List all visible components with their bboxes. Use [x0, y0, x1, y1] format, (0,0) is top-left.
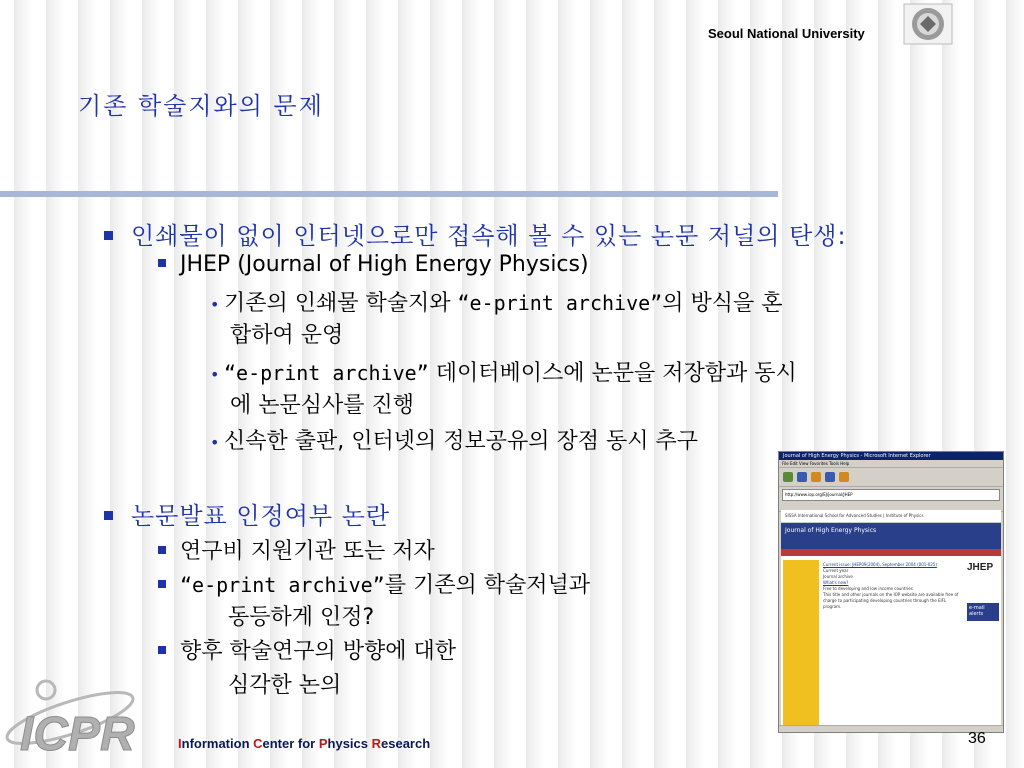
bullet-marker [158, 546, 166, 554]
footer-word: nformation [181, 736, 254, 751]
bullet-1-1 [158, 252, 589, 277]
page-title: 기존 학술지와의 문제 [78, 92, 324, 120]
jhep-website-screenshot [778, 451, 1004, 733]
title-divider [0, 191, 778, 197]
icpr-logo-text: ICPR [20, 708, 135, 760]
site-sidebar [783, 560, 819, 726]
bullet-1-1-b [210, 356, 797, 387]
bullet-marker [158, 646, 166, 654]
bullet-2-1-text: 연구비 지원기관 또는 저자 [180, 539, 435, 564]
jhep-logo: JHEP [967, 562, 994, 573]
bullet-1-1-a [210, 286, 782, 317]
forward-icon [797, 472, 807, 482]
bullet-2-2 [158, 568, 590, 599]
bullet-2-3 [158, 634, 456, 665]
bullet-2-1 [158, 534, 435, 565]
footer-initial: I [178, 736, 182, 751]
bullet-1-1-text: JHEP (Journal of High Energy Physics) [180, 252, 589, 277]
dot-marker: • [210, 433, 220, 452]
bullet-2 [104, 496, 390, 531]
bullet-1-text: 인쇄물이 없이 인터넷으로만 접속해 볼 수 있는 논문 저널의 탄생: [131, 222, 847, 250]
bullet-1-1-b-continued: 에 논문심사를 진행 [230, 393, 415, 418]
bullet-2-2-continued: 동등하게 인정? [228, 605, 375, 630]
browser-toolbar [779, 468, 1003, 487]
university-emblem-icon [902, 2, 954, 46]
site-nav-bar [781, 549, 1001, 556]
favorites-icon [839, 472, 849, 482]
search-icon [825, 472, 835, 482]
main-line: Current year [823, 568, 849, 573]
footer-initial: C [253, 736, 263, 751]
back-icon [783, 472, 793, 482]
journal-banner: Journal of High Energy Physics [781, 523, 1001, 549]
icpr-logo-icon [0, 676, 180, 760]
browser-menu-bar: File Edit View Favorites Tools Help [779, 460, 1003, 468]
email-alerts-box: e-mail alerts [967, 603, 999, 621]
site-main-content [823, 562, 965, 726]
footer-word: hysics [327, 736, 372, 751]
bullet-text: 신속한 출판, 인터넷의 정보공유의 장점 동시 추구 [224, 429, 698, 454]
bullet-2-3-continued: 심각한 논의 [228, 673, 342, 698]
footer-word: esearch [381, 736, 431, 751]
bullet-text-mono: “e-print archive” [457, 291, 663, 315]
bullet-marker [158, 259, 166, 267]
browser-page [781, 510, 1001, 726]
bullet-1-1-a-continued: 합하여 운영 [230, 323, 344, 348]
page-number: 36 [968, 730, 986, 747]
bullet-text-mono: “e-print archive” [180, 573, 385, 597]
bullet-marker [104, 511, 113, 520]
bullet-2-text: 논문발표 인정여부 논란 [131, 502, 391, 530]
bullet-text: 데이터베이스에 논문을 저장함과 동시 [428, 361, 797, 386]
footer-word: enter for [262, 736, 319, 751]
bullet-1 [104, 216, 847, 251]
bullet-text-mono: “e-print archive” [224, 361, 429, 385]
browser-title-bar: Journal of High Energy Physics - Microsoft Internet Explorer [779, 452, 1003, 460]
main-line: Current issue: JHEP09(2004), September 2004 (001-025) [823, 562, 937, 567]
site-right-column [967, 562, 999, 726]
footer-org-name [178, 736, 430, 751]
bullet-marker [158, 580, 166, 588]
bullet-text: 의 방식을 혼 [662, 291, 783, 316]
footer-initial: R [371, 736, 382, 751]
site-header: SISSA International School for Advanced Studies | Institute of Physics [781, 510, 1001, 523]
main-line: Journal archive [823, 574, 853, 579]
footer-initial: P [318, 736, 328, 751]
main-line: Free to developing and low income countries [823, 586, 913, 591]
browser-address-bar: http://www.iop.org/EJ/journal/JHEP [782, 489, 1000, 501]
bullet-2-2-text: 를 기존의 학술저널과 [384, 573, 590, 598]
bullet-text: 기존의 인쇄물 학술지와 [224, 291, 458, 316]
bullet-2-3-text: 향후 학술연구의 방향에 대한 [180, 639, 457, 664]
home-icon [811, 472, 821, 482]
main-line: This title and other journals on the IOP website are available free of charge to participating developing countries through the EIFL program. [823, 592, 959, 609]
bullet-1-1-c [210, 424, 698, 455]
dot-marker: • [210, 295, 220, 314]
main-line: What's new? [823, 580, 849, 585]
university-name: Seoul National University [708, 26, 865, 41]
bullet-marker [104, 231, 113, 240]
dot-marker: • [210, 365, 220, 384]
